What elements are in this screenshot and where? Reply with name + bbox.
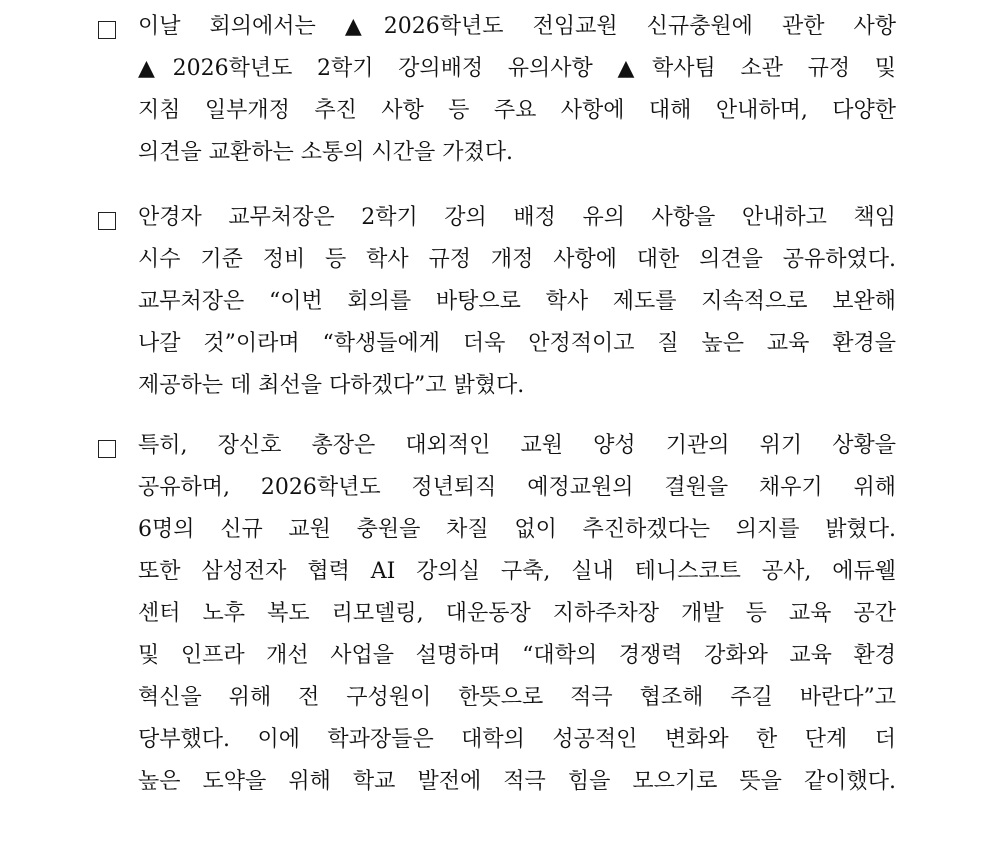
text-line: ▲2026학년도 2학기 강의배정 유의사항 ▲학사팀 소관 규정 및 [138,56,896,81]
text-line: 의견을 교환하는 소통의 시간을 가졌다. [138,140,513,165]
text-line: 높은 도약을 위해 학교 발전에 적극 힘을 모으기로 뜻을 같이했다. [138,769,896,794]
text-line: 나갈 것”이라며 “학생들에게 더욱 안정적이고 질 높은 교육 환경을 [138,331,896,356]
text-line: 당부했다. 이에 학과장들은 대학의 성공적인 변화와 한 단계 더 [138,727,896,752]
text-line: 제공하는 데 최선을 다하겠다”고 밝혔다. [138,373,525,398]
text-line: 시수 기준 정비 등 학사 규정 개정 사항에 대한 의견을 공유하였다. [138,247,896,272]
text-line: 센터 노후 복도 리모델링, 대운동장 지하주차장 개발 등 교육 공간 [138,601,896,626]
text-line: 특히, 장신호 총장은 대외적인 교원 양성 기관의 위기 상황을 [138,433,896,458]
text-line: 안경자 교무처장은 2학기 강의 배정 유의 사항을 안내하고 책임 [138,205,896,230]
text-line: 지침 일부개정 추진 사항 등 주요 사항에 대해 안내하며, 다양한 [138,98,896,123]
text-line: 및 인프라 개선 사업을 설명하며 “대학의 경쟁력 강화와 교육 환경 [138,643,896,668]
checkbox-bullet-icon [98,212,116,230]
text-line: 이날 회의에서는 ▲2026학년도 전임교원 신규충원에 관한 사항 [138,14,896,39]
text-line: 또한 삼성전자 협력 AI 강의실 구축, 실내 테니스코트 공사, 에듀웰 [138,559,896,584]
text-line: 교무처장은 “이번 회의를 바탕으로 학사 제도를 지속적으로 보완해 [138,289,896,314]
checkbox-bullet-icon [98,21,116,39]
text-line: 6명의 신규 교원 충원을 차질 없이 추진하겠다는 의지를 밝혔다. [138,517,896,542]
checkbox-bullet-icon [98,440,116,458]
text-line: 공유하며, 2026학년도 정년퇴직 예정교원의 결원을 채우기 위해 [138,475,896,500]
text-line: 혁신을 위해 전 구성원이 한뜻으로 적극 협조해 주길 바란다”고 [138,685,896,710]
